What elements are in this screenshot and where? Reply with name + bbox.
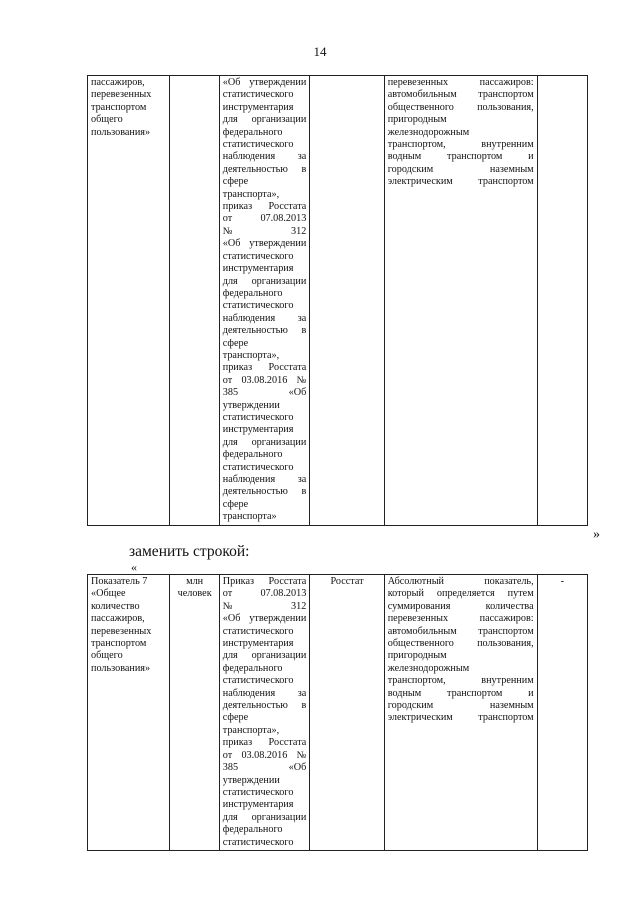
cell-text-line: федерального — [222, 449, 283, 461]
cell-text-line: федерального — [222, 287, 283, 299]
cell-text-line: инструментария — [222, 263, 294, 275]
cell-text-line: городским наземным — [387, 163, 534, 175]
indicator-table-previous — [87, 75, 588, 526]
page-number: 14 — [313, 44, 327, 59]
cell-text-line: водным транспортом и — [387, 687, 534, 699]
cell-text-line: перевезенных пассажиров: — [387, 77, 534, 88]
table-row — [88, 575, 588, 851]
cell-text-line: наблюдения за — [222, 474, 307, 485]
cell-text-line: федерального — [222, 824, 283, 836]
indicator-name-cell: пассажиров, перевезенных транспортом общего пользования» — [88, 76, 170, 526]
cell-text-line: железнодорожным — [387, 662, 470, 674]
cell-text-line: общественного пользования, — [387, 101, 534, 113]
note-cell: - — [537, 575, 587, 851]
cell-text-line: «Об утверждении — [222, 77, 307, 88]
note-cell — [537, 76, 587, 526]
cell-text-line: для организации — [222, 275, 307, 287]
cell-text-line: от 03.08.2016 № — [222, 749, 307, 761]
cell-text-line: пригородным — [387, 114, 447, 126]
cell-text-line: статистического — [222, 836, 294, 848]
cell-text-line: статистического — [222, 300, 294, 312]
cell-text-line: сфере — [222, 337, 249, 349]
cell-text-line: деятельностью в — [222, 325, 307, 337]
method-source-cell — [219, 575, 310, 851]
cell-text-line: для организации — [222, 114, 307, 126]
cell-text-line: инструментария — [222, 799, 294, 811]
cell-text-line: автомобильным транспортом — [387, 89, 534, 101]
cell-text-line: от 07.08.2013 — [222, 213, 307, 225]
cell-text-line: транспортом, внутренним — [387, 139, 534, 151]
cell-text-line: № 312 — [222, 600, 307, 612]
cell-text-line: электрическим транспортом — [387, 176, 534, 188]
cell-text-line: для организации — [222, 811, 307, 823]
cell-text-line: 385 «Об — [222, 762, 307, 774]
cell-text-line: транспорта», — [222, 724, 280, 736]
cell-text-line: Приказ Росстата — [222, 576, 307, 587]
cell-text-line: статистического — [222, 139, 294, 151]
cell-text-line: приказ Росстата — [222, 201, 307, 213]
opening-quote: « — [131, 560, 137, 574]
cell-text-line: Абсолютный показатель, — [387, 576, 534, 587]
cell-text-line: сфере — [222, 712, 249, 724]
cell-text-line: № 312 — [222, 225, 307, 237]
method-source-cell — [219, 76, 310, 526]
cell-text-line: водным транспортом и — [387, 151, 534, 163]
responsible-cell: Росстат — [310, 575, 384, 851]
cell-text-line: который определяется путем — [387, 588, 534, 600]
cell-text-line: от 03.08.2016 № — [222, 374, 307, 386]
cell-text-line: транспорта» — [222, 511, 277, 523]
cell-text-line: от 07.08.2013 — [222, 588, 307, 600]
cell-text-line: инструментария — [222, 424, 294, 436]
cell-text-line: «Об утверждении — [222, 238, 307, 250]
cell-text-line: электрическим транспортом — [387, 712, 534, 724]
cell-text-line: инструментария — [222, 638, 294, 650]
cell-text-line: пригородным — [387, 650, 447, 662]
cell-text-line: статистического — [222, 411, 294, 423]
cell-text-line: утверждении — [222, 399, 280, 411]
cell-text-line: федерального — [222, 662, 283, 674]
indicator-name-cell: Показатель 7 «Общее количество пассажиров, перевезенных транспортом общего пользования» — [88, 575, 170, 851]
cell-text-line: приказ Росстата — [222, 362, 307, 374]
cell-text-line: для организации — [222, 436, 307, 448]
cell-text-line: сфере — [222, 498, 249, 510]
calculation-method-cell — [384, 76, 537, 526]
calculation-method-cell — [384, 575, 537, 851]
cell-text-line: сфере — [222, 176, 249, 188]
cell-text-line: статистического — [222, 675, 294, 687]
cell-text-line: деятельностью в — [222, 163, 307, 175]
cell-text-line: деятельностью в — [222, 486, 307, 498]
cell-text-line: железнодорожным — [387, 126, 470, 138]
cell-text-line: приказ Росстата — [222, 737, 307, 749]
cell-text-line: статистического — [222, 89, 294, 101]
cell-text-line: статистического — [222, 625, 294, 637]
cell-text-line: автомобильным транспортом — [387, 625, 534, 637]
cell-text-line: 385 «Об — [222, 387, 307, 399]
cell-text-line: суммирования количества — [387, 600, 534, 612]
responsible-cell — [310, 76, 384, 526]
cell-text-line: для организации — [222, 650, 307, 662]
cell-text-line: перевезенных пассажиров: — [387, 613, 534, 625]
cell-text-line: статистического — [222, 461, 294, 473]
cell-text-line: утверждении — [222, 774, 280, 786]
cell-text-line: федерального — [222, 126, 283, 138]
cell-text-line: городским наземным — [387, 700, 534, 712]
cell-text-line: транспортом, внутренним — [387, 675, 534, 687]
unit-cell — [170, 76, 219, 526]
table-row — [88, 76, 588, 526]
cell-text-line: наблюдения за — [222, 687, 307, 699]
cell-text-line: статистического — [222, 786, 294, 798]
cell-text-line: транспорта», — [222, 188, 280, 200]
cell-text-line: транспорта», — [222, 349, 280, 361]
replace-instruction: заменить строкой: — [129, 543, 250, 560]
cell-text-line: статистического — [222, 250, 294, 262]
indicator-table-new — [87, 574, 588, 851]
closing-quote: » — [593, 527, 600, 542]
unit-cell: млн человек — [170, 575, 219, 851]
cell-text-line: деятельностью в — [222, 700, 307, 712]
cell-text-line: наблюдения за — [222, 312, 307, 324]
cell-text-line: общественного пользования, — [387, 638, 534, 650]
cell-text-line: инструментария — [222, 101, 294, 113]
cell-text-line: наблюдения за — [222, 151, 307, 163]
cell-text-line: «Об утверждении — [222, 613, 307, 625]
